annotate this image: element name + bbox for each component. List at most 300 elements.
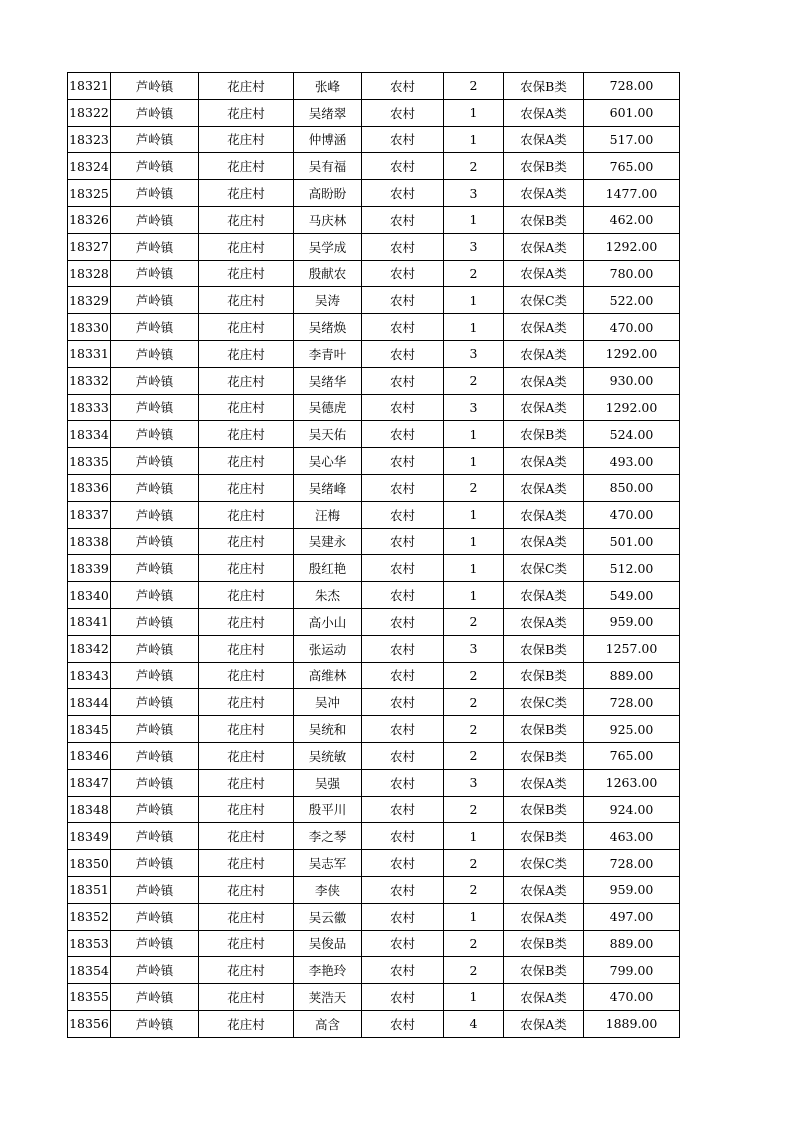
amount-cell: 1292.00 <box>584 340 680 367</box>
record-id-cell: 18342 <box>68 635 111 662</box>
amount-cell: 524.00 <box>584 421 680 448</box>
household-type-cell: 农村 <box>362 448 444 475</box>
amount-cell: 889.00 <box>584 930 680 957</box>
record-id-cell: 18343 <box>68 662 111 689</box>
people-count-cell: 1 <box>444 421 504 448</box>
people-count-cell: 1 <box>444 903 504 930</box>
village-cell: 花庄村 <box>199 984 294 1011</box>
town-cell: 芦岭镇 <box>111 153 199 180</box>
amount-cell: 470.00 <box>584 314 680 341</box>
people-count-cell: 3 <box>444 394 504 421</box>
village-cell: 花庄村 <box>199 635 294 662</box>
name-cell: 吴统和 <box>294 716 362 743</box>
village-cell: 花庄村 <box>199 340 294 367</box>
amount-cell: 889.00 <box>584 662 680 689</box>
household-type-cell: 农村 <box>362 689 444 716</box>
record-id-cell: 18335 <box>68 448 111 475</box>
table-row <box>68 73 680 100</box>
record-id-cell: 18337 <box>68 501 111 528</box>
village-cell: 花庄村 <box>199 448 294 475</box>
household-type-cell: 农村 <box>362 582 444 609</box>
insurance-category-cell: 农保A类 <box>504 340 584 367</box>
name-cell: 张峰 <box>294 73 362 100</box>
town-cell: 芦岭镇 <box>111 448 199 475</box>
table-row <box>68 528 680 555</box>
people-count-cell: 1 <box>444 99 504 126</box>
town-cell: 芦岭镇 <box>111 394 199 421</box>
village-cell: 花庄村 <box>199 823 294 850</box>
people-count-cell: 2 <box>444 474 504 501</box>
household-type-cell: 农村 <box>362 984 444 1011</box>
household-type-cell: 农村 <box>362 206 444 233</box>
name-cell: 吴有福 <box>294 153 362 180</box>
household-type-cell: 农村 <box>362 314 444 341</box>
people-count-cell: 1 <box>444 528 504 555</box>
name-cell: 吴德虎 <box>294 394 362 421</box>
insurance-category-cell: 农保A类 <box>504 769 584 796</box>
town-cell: 芦岭镇 <box>111 608 199 635</box>
insurance-category-cell: 农保A类 <box>504 233 584 260</box>
table-row <box>68 287 680 314</box>
amount-cell: 462.00 <box>584 206 680 233</box>
insurance-category-cell: 农保B类 <box>504 742 584 769</box>
table-row <box>68 394 680 421</box>
people-count-cell: 2 <box>444 716 504 743</box>
table-row <box>68 823 680 850</box>
table-row <box>68 662 680 689</box>
town-cell: 芦岭镇 <box>111 742 199 769</box>
amount-cell: 728.00 <box>584 689 680 716</box>
household-type-cell: 农村 <box>362 903 444 930</box>
people-count-cell: 1 <box>444 287 504 314</box>
insurance-category-cell: 农保A类 <box>504 180 584 207</box>
household-type-cell: 农村 <box>362 99 444 126</box>
name-cell: 荚浩天 <box>294 984 362 1011</box>
insurance-category-cell: 农保A类 <box>504 984 584 1011</box>
town-cell: 芦岭镇 <box>111 233 199 260</box>
town-cell: 芦岭镇 <box>111 984 199 1011</box>
village-cell: 花庄村 <box>199 957 294 984</box>
amount-cell: 959.00 <box>584 608 680 635</box>
town-cell: 芦岭镇 <box>111 99 199 126</box>
village-cell: 花庄村 <box>199 742 294 769</box>
insurance-category-cell: 农保A类 <box>504 260 584 287</box>
insurance-category-cell: 农保B类 <box>504 635 584 662</box>
table-row <box>68 769 680 796</box>
amount-cell: 799.00 <box>584 957 680 984</box>
table-row <box>68 206 680 233</box>
household-type-cell: 农村 <box>362 930 444 957</box>
name-cell: 吴绪华 <box>294 367 362 394</box>
town-cell: 芦岭镇 <box>111 582 199 609</box>
village-cell: 花庄村 <box>199 287 294 314</box>
table-row <box>68 367 680 394</box>
town-cell: 芦岭镇 <box>111 903 199 930</box>
people-count-cell: 2 <box>444 73 504 100</box>
table-row <box>68 126 680 153</box>
table-row <box>68 689 680 716</box>
amount-cell: 850.00 <box>584 474 680 501</box>
village-cell: 花庄村 <box>199 421 294 448</box>
name-cell: 李青叶 <box>294 340 362 367</box>
name-cell: 高维林 <box>294 662 362 689</box>
town-cell: 芦岭镇 <box>111 287 199 314</box>
town-cell: 芦岭镇 <box>111 260 199 287</box>
name-cell: 吴统敏 <box>294 742 362 769</box>
town-cell: 芦岭镇 <box>111 1010 199 1037</box>
amount-cell: 1292.00 <box>584 233 680 260</box>
amount-cell: 470.00 <box>584 501 680 528</box>
people-count-cell: 2 <box>444 742 504 769</box>
table-row <box>68 233 680 260</box>
household-type-cell: 农村 <box>362 635 444 662</box>
people-count-cell: 1 <box>444 448 504 475</box>
town-cell: 芦岭镇 <box>111 421 199 448</box>
name-cell: 吴心华 <box>294 448 362 475</box>
people-count-cell: 2 <box>444 957 504 984</box>
amount-cell: 497.00 <box>584 903 680 930</box>
record-id-cell: 18338 <box>68 528 111 555</box>
household-type-cell: 农村 <box>362 287 444 314</box>
amount-cell: 765.00 <box>584 153 680 180</box>
town-cell: 芦岭镇 <box>111 850 199 877</box>
people-count-cell: 1 <box>444 984 504 1011</box>
household-type-cell: 农村 <box>362 555 444 582</box>
record-id-cell: 18345 <box>68 716 111 743</box>
insurance-category-cell: 农保B类 <box>504 662 584 689</box>
household-type-cell: 农村 <box>362 73 444 100</box>
amount-cell: 601.00 <box>584 99 680 126</box>
name-cell: 殷平川 <box>294 796 362 823</box>
table-row <box>68 850 680 877</box>
village-cell: 花庄村 <box>199 662 294 689</box>
name-cell: 马庆林 <box>294 206 362 233</box>
name-cell: 殷红艳 <box>294 555 362 582</box>
town-cell: 芦岭镇 <box>111 957 199 984</box>
insurance-category-cell: 农保B类 <box>504 206 584 233</box>
people-count-cell: 1 <box>444 206 504 233</box>
people-count-cell: 2 <box>444 876 504 903</box>
household-type-cell: 农村 <box>362 823 444 850</box>
people-count-cell: 3 <box>444 340 504 367</box>
record-id-cell: 18348 <box>68 796 111 823</box>
table-row <box>68 260 680 287</box>
insurance-category-cell: 农保A类 <box>504 474 584 501</box>
record-id-cell: 18333 <box>68 394 111 421</box>
people-count-cell: 1 <box>444 314 504 341</box>
insurance-category-cell: 农保A类 <box>504 608 584 635</box>
record-id-cell: 18331 <box>68 340 111 367</box>
village-cell: 花庄村 <box>199 99 294 126</box>
record-id-cell: 18328 <box>68 260 111 287</box>
village-cell: 花庄村 <box>199 876 294 903</box>
name-cell: 吴涛 <box>294 287 362 314</box>
village-cell: 花庄村 <box>199 233 294 260</box>
insurance-category-cell: 农保C类 <box>504 555 584 582</box>
insurance-category-cell: 农保B类 <box>504 421 584 448</box>
insurance-category-cell: 农保C类 <box>504 689 584 716</box>
record-id-cell: 18349 <box>68 823 111 850</box>
household-type-cell: 农村 <box>362 769 444 796</box>
table-row <box>68 448 680 475</box>
amount-cell: 959.00 <box>584 876 680 903</box>
village-cell: 花庄村 <box>199 180 294 207</box>
household-type-cell: 农村 <box>362 501 444 528</box>
insurance-category-cell: 农保A类 <box>504 314 584 341</box>
people-count-cell: 2 <box>444 689 504 716</box>
table-row <box>68 716 680 743</box>
village-cell: 花庄村 <box>199 689 294 716</box>
amount-cell: 512.00 <box>584 555 680 582</box>
record-id-cell: 18355 <box>68 984 111 1011</box>
household-type-cell: 农村 <box>362 367 444 394</box>
village-cell: 花庄村 <box>199 716 294 743</box>
record-id-cell: 18325 <box>68 180 111 207</box>
records-table <box>67 72 680 1038</box>
insurance-category-cell: 农保A类 <box>504 126 584 153</box>
table-row <box>68 582 680 609</box>
household-type-cell: 农村 <box>362 1010 444 1037</box>
town-cell: 芦岭镇 <box>111 314 199 341</box>
amount-cell: 925.00 <box>584 716 680 743</box>
record-id-cell: 18347 <box>68 769 111 796</box>
people-count-cell: 4 <box>444 1010 504 1037</box>
table-row <box>68 608 680 635</box>
town-cell: 芦岭镇 <box>111 555 199 582</box>
name-cell: 吴俊品 <box>294 930 362 957</box>
village-cell: 花庄村 <box>199 394 294 421</box>
table-body <box>68 73 680 1038</box>
name-cell: 张运动 <box>294 635 362 662</box>
name-cell: 吴强 <box>294 769 362 796</box>
table-row <box>68 99 680 126</box>
name-cell: 汪梅 <box>294 501 362 528</box>
name-cell: 仲博涵 <box>294 126 362 153</box>
household-type-cell: 农村 <box>362 796 444 823</box>
town-cell: 芦岭镇 <box>111 796 199 823</box>
insurance-category-cell: 农保A类 <box>504 903 584 930</box>
table-row <box>68 930 680 957</box>
name-cell: 吴冲 <box>294 689 362 716</box>
town-cell: 芦岭镇 <box>111 367 199 394</box>
people-count-cell: 1 <box>444 582 504 609</box>
household-type-cell: 农村 <box>362 957 444 984</box>
insurance-category-cell: 农保A类 <box>504 448 584 475</box>
people-count-cell: 3 <box>444 635 504 662</box>
people-count-cell: 1 <box>444 555 504 582</box>
amount-cell: 501.00 <box>584 528 680 555</box>
name-cell: 吴绪峰 <box>294 474 362 501</box>
amount-cell: 522.00 <box>584 287 680 314</box>
table-row <box>68 635 680 662</box>
household-type-cell: 农村 <box>362 394 444 421</box>
village-cell: 花庄村 <box>199 930 294 957</box>
village-cell: 花庄村 <box>199 73 294 100</box>
village-cell: 花庄村 <box>199 153 294 180</box>
name-cell: 朱杰 <box>294 582 362 609</box>
village-cell: 花庄村 <box>199 528 294 555</box>
household-type-cell: 农村 <box>362 260 444 287</box>
insurance-category-cell: 农保A类 <box>504 501 584 528</box>
household-type-cell: 农村 <box>362 233 444 260</box>
insurance-category-cell: 农保B类 <box>504 73 584 100</box>
record-id-cell: 18326 <box>68 206 111 233</box>
people-count-cell: 2 <box>444 796 504 823</box>
insurance-category-cell: 农保B类 <box>504 716 584 743</box>
table-row <box>68 555 680 582</box>
household-type-cell: 农村 <box>362 742 444 769</box>
village-cell: 花庄村 <box>199 501 294 528</box>
name-cell: 吴建永 <box>294 528 362 555</box>
town-cell: 芦岭镇 <box>111 340 199 367</box>
record-id-cell: 18351 <box>68 876 111 903</box>
name-cell: 吴天佑 <box>294 421 362 448</box>
people-count-cell: 2 <box>444 608 504 635</box>
record-id-cell: 18332 <box>68 367 111 394</box>
name-cell: 吴绪翠 <box>294 99 362 126</box>
record-id-cell: 18327 <box>68 233 111 260</box>
town-cell: 芦岭镇 <box>111 528 199 555</box>
insurance-category-cell: 农保A类 <box>504 1010 584 1037</box>
table-row <box>68 1010 680 1037</box>
town-cell: 芦岭镇 <box>111 930 199 957</box>
insurance-category-cell: 农保C类 <box>504 850 584 877</box>
village-cell: 花庄村 <box>199 582 294 609</box>
people-count-cell: 2 <box>444 850 504 877</box>
household-type-cell: 农村 <box>362 608 444 635</box>
record-id-cell: 18341 <box>68 608 111 635</box>
record-id-cell: 18334 <box>68 421 111 448</box>
record-id-cell: 18329 <box>68 287 111 314</box>
people-count-cell: 2 <box>444 367 504 394</box>
record-id-cell: 18340 <box>68 582 111 609</box>
town-cell: 芦岭镇 <box>111 876 199 903</box>
record-id-cell: 18356 <box>68 1010 111 1037</box>
household-type-cell: 农村 <box>362 153 444 180</box>
village-cell: 花庄村 <box>199 206 294 233</box>
name-cell: 高盼盼 <box>294 180 362 207</box>
insurance-category-cell: 农保A类 <box>504 394 584 421</box>
village-cell: 花庄村 <box>199 796 294 823</box>
amount-cell: 1263.00 <box>584 769 680 796</box>
town-cell: 芦岭镇 <box>111 180 199 207</box>
town-cell: 芦岭镇 <box>111 823 199 850</box>
table-row <box>68 340 680 367</box>
insurance-category-cell: 农保A类 <box>504 528 584 555</box>
name-cell: 殷献农 <box>294 260 362 287</box>
amount-cell: 470.00 <box>584 984 680 1011</box>
household-type-cell: 农村 <box>362 716 444 743</box>
table-row <box>68 474 680 501</box>
insurance-category-cell: 农保B类 <box>504 796 584 823</box>
amount-cell: 1257.00 <box>584 635 680 662</box>
insurance-category-cell: 农保C类 <box>504 287 584 314</box>
record-id-cell: 18330 <box>68 314 111 341</box>
record-id-cell: 18352 <box>68 903 111 930</box>
household-type-cell: 农村 <box>362 421 444 448</box>
village-cell: 花庄村 <box>199 850 294 877</box>
name-cell: 吴绪焕 <box>294 314 362 341</box>
insurance-category-cell: 农保A类 <box>504 99 584 126</box>
amount-cell: 463.00 <box>584 823 680 850</box>
table-row <box>68 796 680 823</box>
people-count-cell: 1 <box>444 823 504 850</box>
amount-cell: 780.00 <box>584 260 680 287</box>
amount-cell: 728.00 <box>584 73 680 100</box>
record-id-cell: 18324 <box>68 153 111 180</box>
table-row <box>68 501 680 528</box>
table-row <box>68 742 680 769</box>
village-cell: 花庄村 <box>199 367 294 394</box>
household-type-cell: 农村 <box>362 126 444 153</box>
table-row <box>68 180 680 207</box>
record-id-cell: 18354 <box>68 957 111 984</box>
insurance-category-cell: 农保B类 <box>504 823 584 850</box>
village-cell: 花庄村 <box>199 555 294 582</box>
village-cell: 花庄村 <box>199 260 294 287</box>
amount-cell: 765.00 <box>584 742 680 769</box>
village-cell: 花庄村 <box>199 126 294 153</box>
table-row <box>68 957 680 984</box>
record-id-cell: 18344 <box>68 689 111 716</box>
amount-cell: 924.00 <box>584 796 680 823</box>
record-id-cell: 18350 <box>68 850 111 877</box>
name-cell: 李之琴 <box>294 823 362 850</box>
household-type-cell: 农村 <box>362 850 444 877</box>
household-type-cell: 农村 <box>362 528 444 555</box>
village-cell: 花庄村 <box>199 903 294 930</box>
insurance-category-cell: 农保A类 <box>504 876 584 903</box>
people-count-cell: 3 <box>444 180 504 207</box>
people-count-cell: 1 <box>444 501 504 528</box>
record-id-cell: 18323 <box>68 126 111 153</box>
amount-cell: 930.00 <box>584 367 680 394</box>
record-id-cell: 18339 <box>68 555 111 582</box>
table-row <box>68 421 680 448</box>
town-cell: 芦岭镇 <box>111 73 199 100</box>
town-cell: 芦岭镇 <box>111 474 199 501</box>
people-count-cell: 3 <box>444 769 504 796</box>
name-cell: 吴志军 <box>294 850 362 877</box>
insurance-category-cell: 农保B类 <box>504 153 584 180</box>
table-row <box>68 153 680 180</box>
insurance-category-cell: 农保B类 <box>504 957 584 984</box>
household-type-cell: 农村 <box>362 340 444 367</box>
insurance-category-cell: 农保A类 <box>504 367 584 394</box>
village-cell: 花庄村 <box>199 1010 294 1037</box>
town-cell: 芦岭镇 <box>111 689 199 716</box>
name-cell: 李艳玲 <box>294 957 362 984</box>
amount-cell: 493.00 <box>584 448 680 475</box>
table-row <box>68 876 680 903</box>
village-cell: 花庄村 <box>199 474 294 501</box>
table-row <box>68 903 680 930</box>
name-cell: 吴云徽 <box>294 903 362 930</box>
town-cell: 芦岭镇 <box>111 126 199 153</box>
name-cell: 高含 <box>294 1010 362 1037</box>
household-type-cell: 农村 <box>362 662 444 689</box>
table-row <box>68 314 680 341</box>
insurance-category-cell: 农保B类 <box>504 930 584 957</box>
town-cell: 芦岭镇 <box>111 769 199 796</box>
name-cell: 李侠 <box>294 876 362 903</box>
household-type-cell: 农村 <box>362 474 444 501</box>
table-row <box>68 984 680 1011</box>
town-cell: 芦岭镇 <box>111 501 199 528</box>
name-cell: 吴学成 <box>294 233 362 260</box>
people-count-cell: 3 <box>444 233 504 260</box>
insurance-category-cell: 农保A类 <box>504 582 584 609</box>
